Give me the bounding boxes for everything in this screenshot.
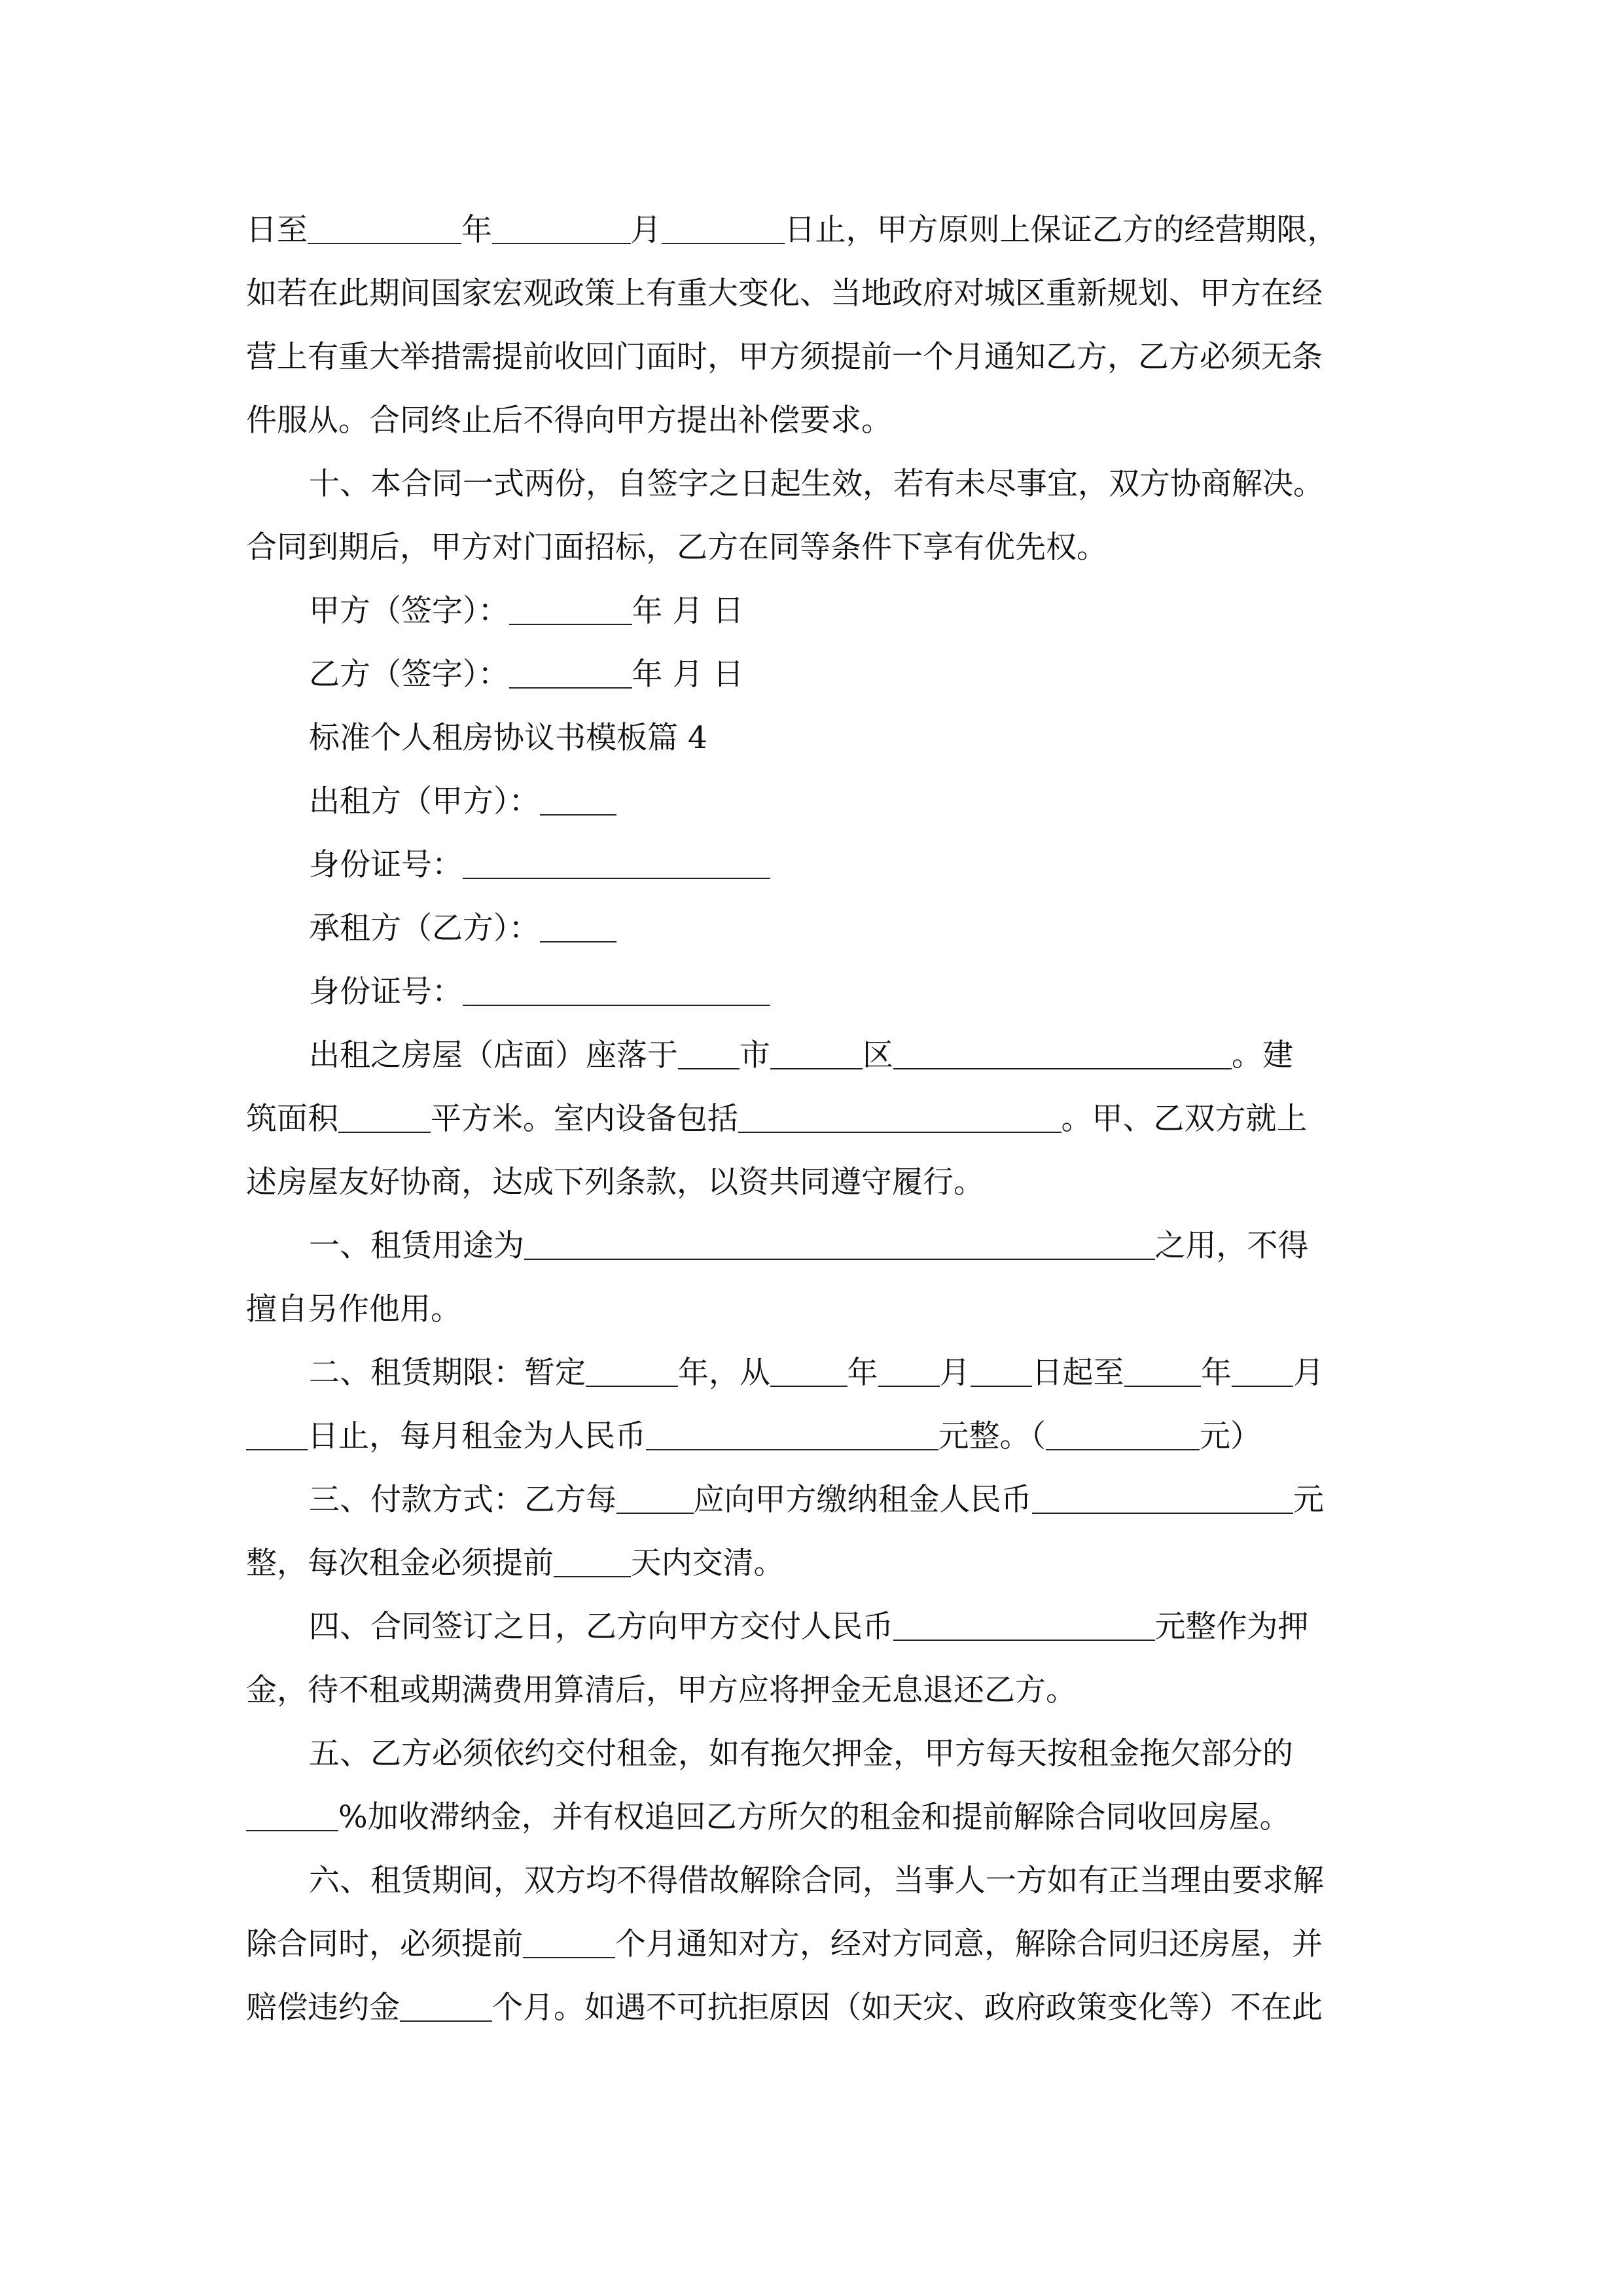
text-line: 出租之房屋（店面）座落于 市 区 。建: [309, 1037, 1293, 1073]
blank-field: [554, 1546, 631, 1577]
blank-field: [1232, 1355, 1293, 1387]
blank-field: [1032, 1482, 1294, 1514]
blank-field: [678, 1038, 740, 1069]
text-line: 除合同时，必须提前 个月通知对方，经对方同意，解除合同归还房屋，并: [246, 1926, 1323, 1962]
blank-field: [246, 1800, 338, 1831]
blank-field: [738, 1102, 1061, 1133]
text-line: 十、本合同一式两份，自签字之日起生效，若有未尽事宜，双方协商解决。: [309, 466, 1324, 502]
text-line: 筑面积 平方米。室内设备包括 。甲、乙双方就上: [246, 1101, 1308, 1137]
text-line: 整，每次租金必须提前 天内交清。: [246, 1545, 785, 1581]
blank-field: [971, 1355, 1032, 1387]
blank-field: [246, 1419, 308, 1450]
text-line: %加收滞纳金，并有权追回乙方所欠的租金和提前解除合同收回房屋。: [246, 1795, 1382, 1840]
blank-field: [492, 213, 631, 244]
text-line: 件服从。合同终止后不得向甲方提出补偿要求。: [246, 403, 892, 439]
blank-field: [770, 1355, 847, 1387]
blank-field: [509, 594, 632, 625]
text-line: 如若在此期间国家宏观政策上有重大变化、当地政府对城区重新规划、甲方在经: [246, 276, 1323, 312]
blank-field: [893, 1609, 1155, 1641]
text-line: 擅自另作他用。: [246, 1291, 461, 1327]
blank-field: [524, 1229, 1155, 1260]
lessee-id-field: 身份证号：: [309, 969, 1382, 1015]
blank-field: [893, 1038, 1232, 1069]
blank-field: [338, 1102, 431, 1133]
blank-field: [509, 657, 632, 689]
blank-field: [616, 1482, 694, 1514]
lessor-id-field: 身份证号：: [309, 842, 1382, 888]
text-line: 述房屋友好协商，达成下列条款，以资共同遵守履行。: [246, 1164, 984, 1200]
text-line: 四、合同签订之日，乙方向甲方交付人民币 元整作为押: [309, 1609, 1309, 1645]
blank-field: [878, 1355, 940, 1387]
blank-field: [463, 848, 770, 879]
blank-field: [540, 784, 617, 816]
blank-field: [662, 213, 785, 244]
blank-field: [308, 213, 461, 244]
text-line: 三、付款方式：乙方每 应向甲方缴纳租金人民币 元: [309, 1482, 1324, 1518]
blank-field: [586, 1355, 678, 1387]
text-line: 日至 年 月 日止，甲方原则上保证乙方的经营期限，: [246, 212, 1338, 248]
text-line: 二、租赁期限：暂定 年，从 年 月 日起至 年 月: [309, 1355, 1324, 1391]
text-line: 金，待不租或期满费用算清后，甲方应将押金无息退还乙方。: [246, 1672, 1077, 1708]
text-line: 一、租赁用途为 之用，不得: [309, 1228, 1309, 1264]
lessee-field: 承租方（乙方）：: [309, 906, 1382, 952]
blank-field: [540, 911, 617, 942]
blank-field: [1046, 1419, 1200, 1450]
blank-field: [463, 975, 770, 1006]
text-line: 六、租赁期间，双方均不得借故解除合同，当事人一方如有正当理由要求解: [309, 1863, 1324, 1899]
blank-field: [1124, 1355, 1202, 1387]
signature-line-party-b: 乙方（签字）： 年 月 日: [309, 656, 744, 692]
text-line: 五、乙方必须依约交付租金，如有拖欠押金，甲方每天按租金拖欠部分的: [309, 1736, 1293, 1772]
lessor-field: 出租方（甲方）：: [309, 779, 1382, 825]
signature-line-party-a: 甲方（签字）： 年 月 日: [309, 593, 744, 629]
blank-field: [523, 1927, 615, 1958]
text-line: 营上有重大举措需提前收回门面时，甲方须提前一个月通知乙方，乙方必须无条: [246, 339, 1323, 375]
blank-field: [646, 1419, 938, 1450]
text-line: 合同到期后，甲方对门面招标，乙方在同等条件下享有优先权。: [246, 529, 1107, 565]
section-heading: 标准个人租房协议书模板篇 4: [309, 720, 707, 756]
blank-field: [400, 1990, 492, 2022]
text-line: 日止，每月租金为人民币 元整。（ 元）: [246, 1414, 1382, 1460]
text-line: 赔偿违约金 个月。如遇不可抗拒原因（如天灾、政府政策变化等）不在此: [246, 1990, 1323, 2026]
blank-field: [770, 1038, 863, 1069]
